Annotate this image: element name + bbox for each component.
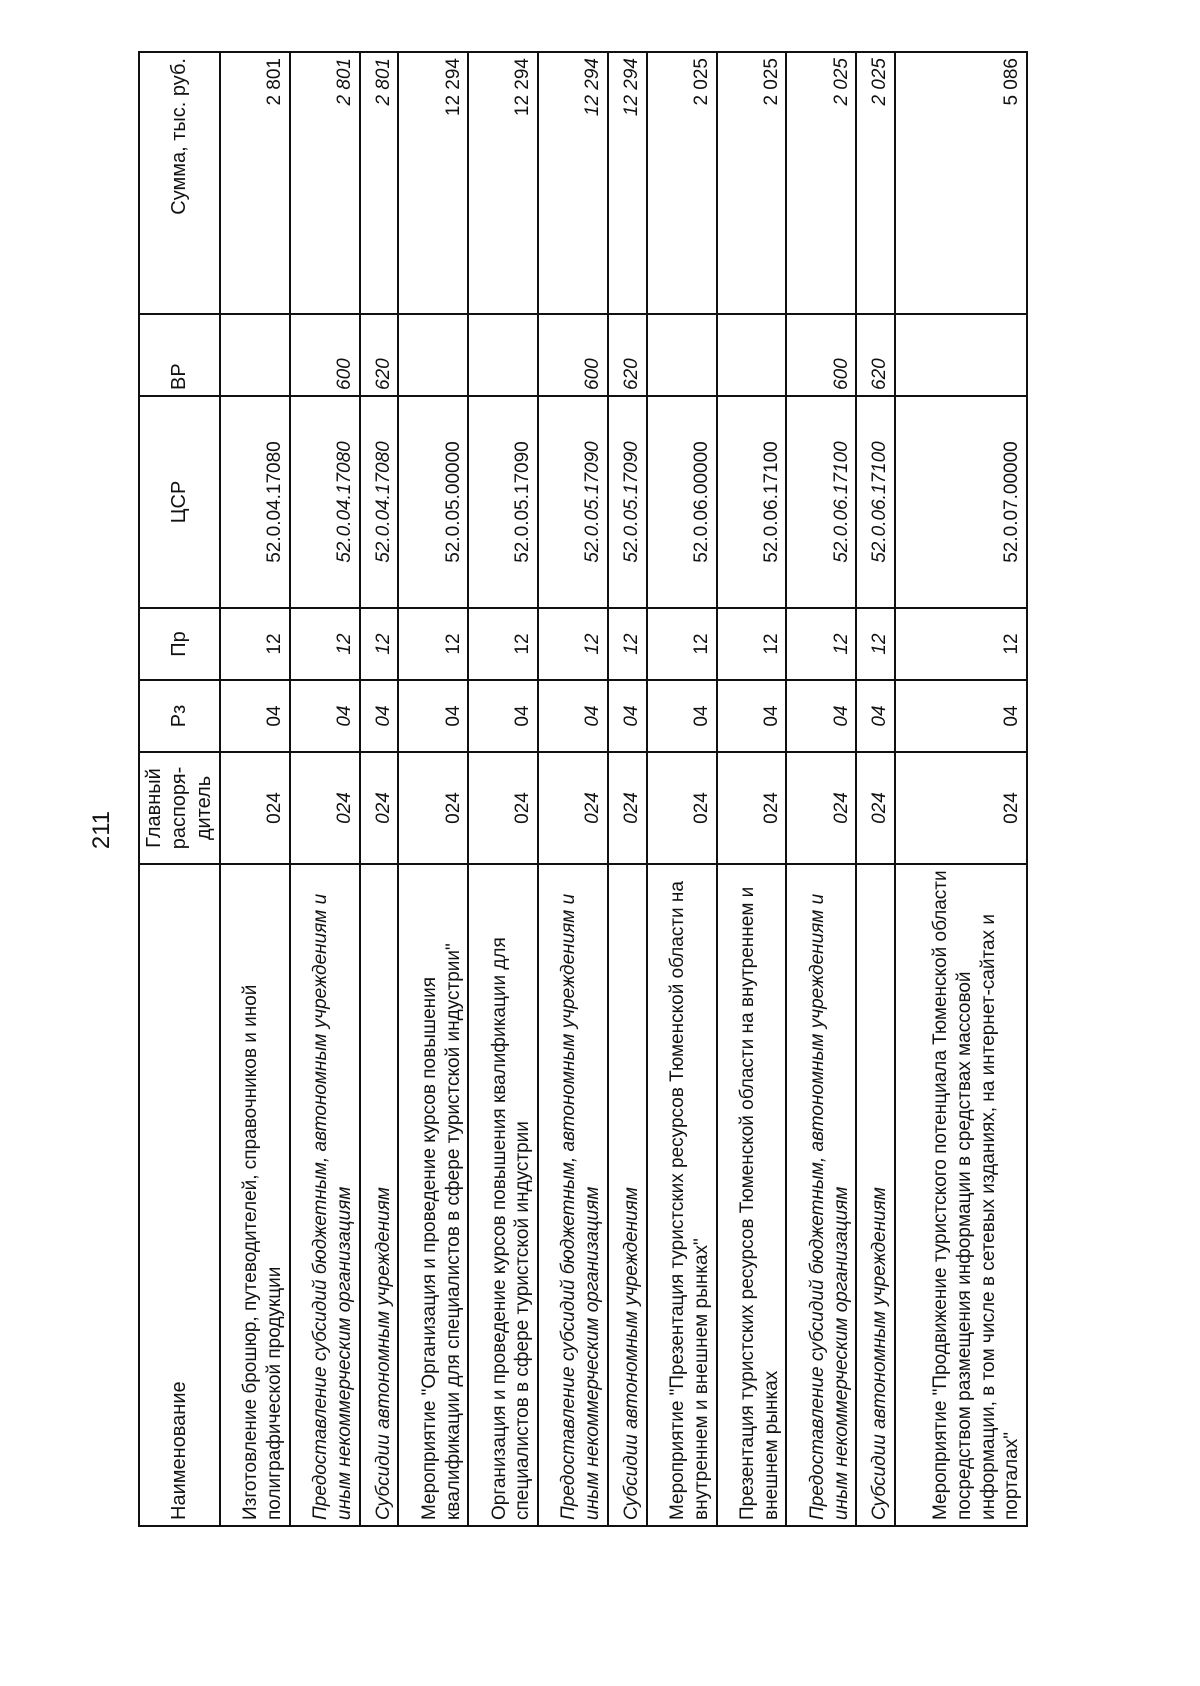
cell-rz: 04 — [290, 680, 360, 752]
cell-rz: 04 — [717, 680, 787, 752]
cell-pr: 12 — [895, 608, 1027, 680]
cell-csr: 52.0.07.00000 — [895, 396, 1027, 608]
cell-sum: 2 025 — [717, 52, 787, 314]
cell-sum: 12 294 — [538, 52, 608, 314]
cell-vr: 600 — [290, 314, 360, 396]
table-row — [856, 52, 895, 1526]
cell-vr — [220, 314, 290, 396]
page-number: 211 — [88, 810, 115, 850]
cell-rz: 04 — [538, 680, 608, 752]
cell-name: Мероприятие "Организация и проведение курсов повышения квалификации для специалистов в сфере туристской индустрии" — [398, 864, 468, 1526]
cell-sum: 2 025 — [647, 52, 717, 314]
cell-sum: 12 294 — [398, 52, 468, 314]
budget-table-container — [138, 58, 1028, 1527]
cell-pr: 12 — [538, 608, 608, 680]
cell-glav: 024 — [608, 752, 647, 864]
cell-rz: 04 — [647, 680, 717, 752]
cell-vr — [717, 314, 787, 396]
cell-glav: 024 — [468, 752, 538, 864]
header-vr: ВР — [139, 314, 220, 396]
cell-vr: 600 — [538, 314, 608, 396]
cell-pr: 12 — [717, 608, 787, 680]
cell-rz: 04 — [895, 680, 1027, 752]
cell-glav: 024 — [717, 752, 787, 864]
cell-pr: 12 — [220, 608, 290, 680]
cell-name: Субсидии автономным учреждениям — [360, 864, 399, 1526]
cell-vr — [895, 314, 1027, 396]
header-csr: ЦСР — [139, 396, 220, 608]
cell-glav: 024 — [360, 752, 399, 864]
cell-rz: 04 — [856, 680, 895, 752]
cell-rz: 04 — [608, 680, 647, 752]
table-row — [360, 52, 399, 1526]
cell-name: Предоставление субсидий бюджетным, автономным учреждениям и иным некоммерческим организациям — [290, 864, 360, 1526]
cell-rz: 04 — [398, 680, 468, 752]
cell-rz: 04 — [468, 680, 538, 752]
cell-csr: 52.0.06.00000 — [647, 396, 717, 608]
cell-glav: 024 — [290, 752, 360, 864]
cell-sum: 2 025 — [856, 52, 895, 314]
cell-pr: 12 — [856, 608, 895, 680]
cell-vr: 620 — [360, 314, 399, 396]
table-row — [468, 52, 538, 1526]
cell-vr: 620 — [608, 314, 647, 396]
cell-pr: 12 — [786, 608, 856, 680]
table-row — [717, 52, 787, 1526]
cell-vr — [468, 314, 538, 396]
cell-pr: 12 — [360, 608, 399, 680]
cell-vr: 600 — [786, 314, 856, 396]
cell-glav: 024 — [856, 752, 895, 864]
cell-name: Презентация туристских ресурсов Тюменской области на внутреннем и внешнем рынках — [717, 864, 787, 1526]
cell-csr: 52.0.05.17090 — [468, 396, 538, 608]
cell-pr: 12 — [398, 608, 468, 680]
cell-csr: 52.0.05.00000 — [398, 396, 468, 608]
cell-sum: 2 025 — [786, 52, 856, 314]
cell-vr — [647, 314, 717, 396]
cell-glav: 024 — [538, 752, 608, 864]
cell-pr: 12 — [647, 608, 717, 680]
cell-vr: 620 — [856, 314, 895, 396]
cell-glav: 024 — [786, 752, 856, 864]
cell-glav: 024 — [220, 752, 290, 864]
table-header-row — [139, 52, 220, 1526]
table-row — [786, 52, 856, 1526]
cell-rz: 04 — [360, 680, 399, 752]
table-row — [538, 52, 608, 1526]
cell-csr: 52.0.05.17090 — [608, 396, 647, 608]
cell-csr: 52.0.06.17100 — [856, 396, 895, 608]
cell-sum: 2 801 — [220, 52, 290, 314]
cell-sum: 12 294 — [468, 52, 538, 314]
header-sum: Сумма, тыс. руб. — [139, 52, 220, 314]
cell-glav: 024 — [647, 752, 717, 864]
table-row — [290, 52, 360, 1526]
cell-name: Предоставление субсидий бюджетным, автономным учреждениям и иным некоммерческим организациям — [786, 864, 856, 1526]
cell-rz: 04 — [786, 680, 856, 752]
table-row — [608, 52, 647, 1526]
cell-csr: 52.0.06.17100 — [786, 396, 856, 608]
table-row — [895, 52, 1027, 1526]
budget-table — [138, 51, 1028, 1527]
cell-name: Субсидии автономным учреждениям — [856, 864, 895, 1526]
cell-csr: 52.0.04.17080 — [220, 396, 290, 608]
cell-sum: 5 086 — [895, 52, 1027, 314]
cell-rz: 04 — [220, 680, 290, 752]
header-pr: Пр — [139, 608, 220, 680]
table-row — [220, 52, 290, 1526]
header-name: Наименование — [139, 864, 220, 1526]
cell-name: Мероприятие "Презентация туристских ресурсов Тюменской области на внутреннем и внешнем рынках" — [647, 864, 717, 1526]
cell-glav: 024 — [895, 752, 1027, 864]
cell-glav: 024 — [398, 752, 468, 864]
cell-name: Предоставление субсидий бюджетным, автономным учреждениям и иным некоммерческим организациям — [538, 864, 608, 1526]
cell-name: Субсидии автономным учреждениям — [608, 864, 647, 1526]
cell-pr: 12 — [290, 608, 360, 680]
table-row — [647, 52, 717, 1526]
cell-sum: 2 801 — [290, 52, 360, 314]
header-glav: Главный распоря-дитель — [139, 752, 220, 864]
table-body — [220, 52, 1027, 1526]
cell-pr: 12 — [468, 608, 538, 680]
cell-sum: 12 294 — [608, 52, 647, 314]
rotated-table — [138, 58, 1028, 1527]
cell-pr: 12 — [608, 608, 647, 680]
header-rz: Рз — [139, 680, 220, 752]
cell-csr: 52.0.04.17080 — [290, 396, 360, 608]
cell-vr — [398, 314, 468, 396]
table-row — [398, 52, 468, 1526]
cell-name: Организация и проведение курсов повышения квалификации для специалистов в сфере туристской индустрии — [468, 864, 538, 1526]
cell-csr: 52.0.05.17090 — [538, 396, 608, 608]
cell-sum: 2 801 — [360, 52, 399, 314]
cell-csr: 52.0.06.17100 — [717, 396, 787, 608]
cell-name: Изготовление брошюр, путеводителей, справочников и иной полиграфической продукции — [220, 864, 290, 1526]
cell-name: Мероприятие "Продвижение туристского потенциала Тюменской области посредством размещения информации в средствах массовой информации, в том числе в сетевых изданиях, на интернет-сайтах и порталах" — [895, 864, 1027, 1526]
cell-csr: 52.0.04.17080 — [360, 396, 399, 608]
